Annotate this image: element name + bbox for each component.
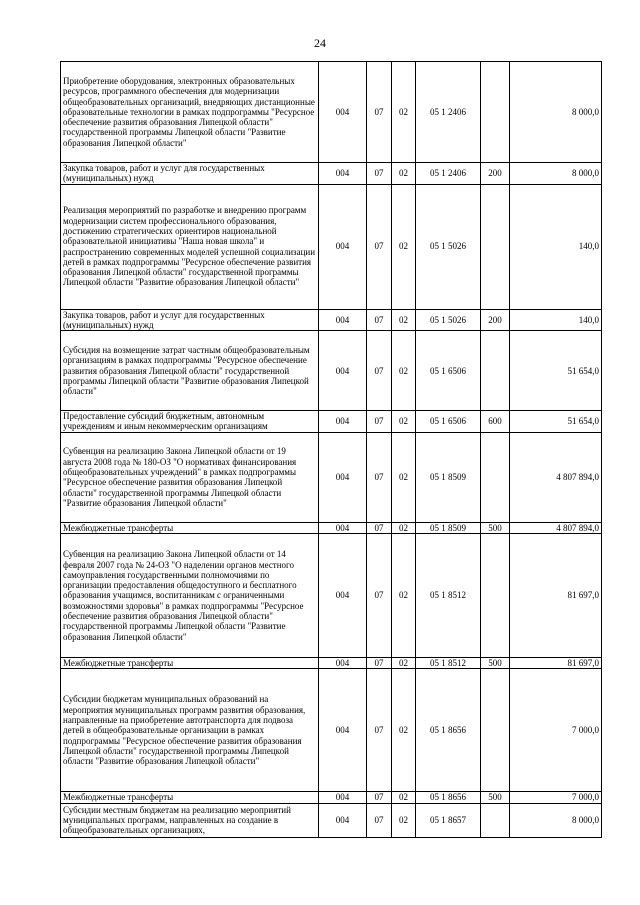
cell-expense-type: 500 xyxy=(481,792,510,803)
cell-ministry-code: 004 xyxy=(319,184,367,309)
cell-target-article: 05 1 6506 xyxy=(416,411,481,433)
cell-description: Межбюджетные трансферты xyxy=(61,522,319,533)
cell-subsection-code: 02 xyxy=(392,658,416,669)
cell-description: Предоставление субсидий бюджетным, автономным учреждениям и иным некоммерческим организациям xyxy=(61,411,319,433)
cell-target-article: 05 1 6506 xyxy=(416,331,481,411)
cell-section-code: 07 xyxy=(367,163,392,185)
table-row xyxy=(61,792,602,803)
cell-amount: 81 697,0 xyxy=(510,534,602,658)
cell-description: Приобретение оборудования, электронных образовательных ресурсов, программного обеспечения для модернизации общеобразовательных организаций, внедряющих дистанционные образовательные технологии в рамках подпрограммы "Ресурсное обеспечение развития образования Липецкой области" государственной программы Липецкой области "Развитие образования Липецкой области" xyxy=(61,62,319,163)
cell-section-code: 07 xyxy=(367,522,392,533)
cell-description: Субсидии местным бюджетам на реализацию мероприятий муниципальных программ, направленных на создание в общеобразовательных организациях, xyxy=(61,803,319,837)
table-body xyxy=(61,62,602,838)
cell-amount: 140,0 xyxy=(510,184,602,309)
cell-amount: 8 000,0 xyxy=(510,803,602,837)
cell-ministry-code: 004 xyxy=(319,658,367,669)
cell-ministry-code: 004 xyxy=(319,803,367,837)
table-row xyxy=(61,184,602,309)
table-row xyxy=(61,62,602,163)
cell-description: Закупка товаров, работ и услуг для государственных (муниципальных) нужд xyxy=(61,163,319,185)
cell-expense-type xyxy=(481,669,510,792)
cell-section-code: 07 xyxy=(367,658,392,669)
cell-amount: 51 654,0 xyxy=(510,331,602,411)
cell-amount: 7 000,0 xyxy=(510,669,602,792)
cell-section-code: 07 xyxy=(367,184,392,309)
cell-ministry-code: 004 xyxy=(319,62,367,163)
cell-expense-type xyxy=(481,62,510,163)
cell-target-article: 05 1 8512 xyxy=(416,658,481,669)
cell-section-code: 07 xyxy=(367,534,392,658)
cell-expense-type: 200 xyxy=(481,309,510,331)
cell-amount: 4 807 894,0 xyxy=(510,522,602,533)
cell-target-article: 05 1 8657 xyxy=(416,803,481,837)
cell-subsection-code: 02 xyxy=(392,309,416,331)
cell-subsection-code: 02 xyxy=(392,669,416,792)
cell-target-article: 05 1 8509 xyxy=(416,522,481,533)
cell-ministry-code: 004 xyxy=(319,669,367,792)
cell-amount: 4 807 894,0 xyxy=(510,432,602,522)
table-row xyxy=(61,331,602,411)
cell-target-article: 05 1 8509 xyxy=(416,432,481,522)
cell-description: Субвенция на реализацию Закона Липецкой области от 14 февраля 2007 года № 24-ОЗ "О наделении органов местного самоуправления государственными полномочиями по организации предоставления общедоступного и бесплатного образования учащимся, воспитанникам с ограниченными возможностями здоровья" в рамках подпрограммы "Ресурсное обеспечение развития образования Липецкой области" государственной программы Липецкой области "Развитие образования Липецкой области" xyxy=(61,534,319,658)
cell-subsection-code: 02 xyxy=(392,522,416,533)
cell-description: Субсидии бюджетам муниципальных образований на мероприятия муниципальных программ развития образования, направленные на приобретение автотранспорта для подвоза детей в общеобразовательные организации в рамках подпрограммы "Ресурсное обеспечение развития образования Липецкой области" государственной программы Липецкой области "Развитие образования Липецкой области" xyxy=(61,669,319,792)
cell-amount: 8 000,0 xyxy=(510,163,602,185)
cell-subsection-code: 02 xyxy=(392,534,416,658)
cell-section-code: 07 xyxy=(367,309,392,331)
cell-section-code: 07 xyxy=(367,432,392,522)
cell-subsection-code: 02 xyxy=(392,803,416,837)
cell-ministry-code: 004 xyxy=(319,309,367,331)
cell-amount: 81 697,0 xyxy=(510,658,602,669)
table-row xyxy=(61,432,602,522)
table-row xyxy=(61,534,602,658)
table-row xyxy=(61,669,602,792)
cell-target-article: 05 1 2406 xyxy=(416,163,481,185)
cell-section-code: 07 xyxy=(367,792,392,803)
table-row xyxy=(61,522,602,533)
cell-expense-type xyxy=(481,184,510,309)
table-row xyxy=(61,803,602,837)
cell-subsection-code: 02 xyxy=(392,163,416,185)
cell-subsection-code: 02 xyxy=(392,792,416,803)
cell-section-code: 07 xyxy=(367,331,392,411)
cell-ministry-code: 004 xyxy=(319,534,367,658)
cell-subsection-code: 02 xyxy=(392,331,416,411)
cell-amount: 51 654,0 xyxy=(510,411,602,433)
table-row xyxy=(61,658,602,669)
budget-table xyxy=(60,61,602,838)
cell-expense-type: 600 xyxy=(481,411,510,433)
cell-expense-type xyxy=(481,534,510,658)
cell-target-article: 05 1 8656 xyxy=(416,792,481,803)
cell-target-article: 05 1 5026 xyxy=(416,309,481,331)
cell-amount: 7 000,0 xyxy=(510,792,602,803)
cell-description: Межбюджетные трансферты xyxy=(61,792,319,803)
cell-target-article: 05 1 8656 xyxy=(416,669,481,792)
cell-description: Закупка товаров, работ и услуг для государственных (муниципальных) нужд xyxy=(61,309,319,331)
cell-section-code: 07 xyxy=(367,803,392,837)
table-row xyxy=(61,309,602,331)
cell-target-article: 05 1 5026 xyxy=(416,184,481,309)
cell-expense-type: 500 xyxy=(481,658,510,669)
cell-subsection-code: 02 xyxy=(392,411,416,433)
cell-expense-type xyxy=(481,432,510,522)
cell-subsection-code: 02 xyxy=(392,184,416,309)
table-row xyxy=(61,163,602,185)
cell-expense-type: 200 xyxy=(481,163,510,185)
cell-expense-type: 500 xyxy=(481,522,510,533)
cell-target-article: 05 1 2406 xyxy=(416,62,481,163)
cell-amount: 8 000,0 xyxy=(510,62,602,163)
cell-ministry-code: 004 xyxy=(319,163,367,185)
page-number: 24 xyxy=(314,36,326,50)
cell-description: Межбюджетные трансферты xyxy=(61,658,319,669)
cell-ministry-code: 004 xyxy=(319,522,367,533)
table-row xyxy=(61,411,602,433)
cell-ministry-code: 004 xyxy=(319,411,367,433)
cell-description: Субвенция на реализацию Закона Липецкой области от 19 августа 2008 года № 180-ОЗ "О нормативах финансирования общеобразовательных учреждений" в рамках подпрограммы "Ресурсное обеспечение развития образования Липецкой области" государственной программы Липецкой области "Развитие образования Липецкой области" xyxy=(61,432,319,522)
cell-section-code: 07 xyxy=(367,62,392,163)
cell-expense-type xyxy=(481,803,510,837)
cell-ministry-code: 004 xyxy=(319,331,367,411)
cell-ministry-code: 004 xyxy=(319,432,367,522)
cell-target-article: 05 1 8512 xyxy=(416,534,481,658)
cell-subsection-code: 02 xyxy=(392,432,416,522)
cell-section-code: 07 xyxy=(367,411,392,433)
cell-amount: 140,0 xyxy=(510,309,602,331)
cell-description: Субсидия на возмещение затрат частным общеобразовательным организациям в рамках подпрограммы "Ресурсное обеспечение развития образования Липецкой области" государственной программы Липецкой области "Развитие образования Липецкой области" xyxy=(61,331,319,411)
cell-subsection-code: 02 xyxy=(392,62,416,163)
cell-description: Реализация мероприятий по разработке и внедрению программ модернизации систем профессионального образования, достижению стратегических ориентиров национальной образовательной инициативы "Наша новая школа" и распространению современных моделей успешной социализации детей в рамках подпрограммы "Ресурсное обеспечение развития образования Липецкой области" государственной программы Липецкой области "Развитие образования Липецкой области" xyxy=(61,184,319,309)
cell-ministry-code: 004 xyxy=(319,792,367,803)
cell-expense-type xyxy=(481,331,510,411)
cell-section-code: 07 xyxy=(367,669,392,792)
